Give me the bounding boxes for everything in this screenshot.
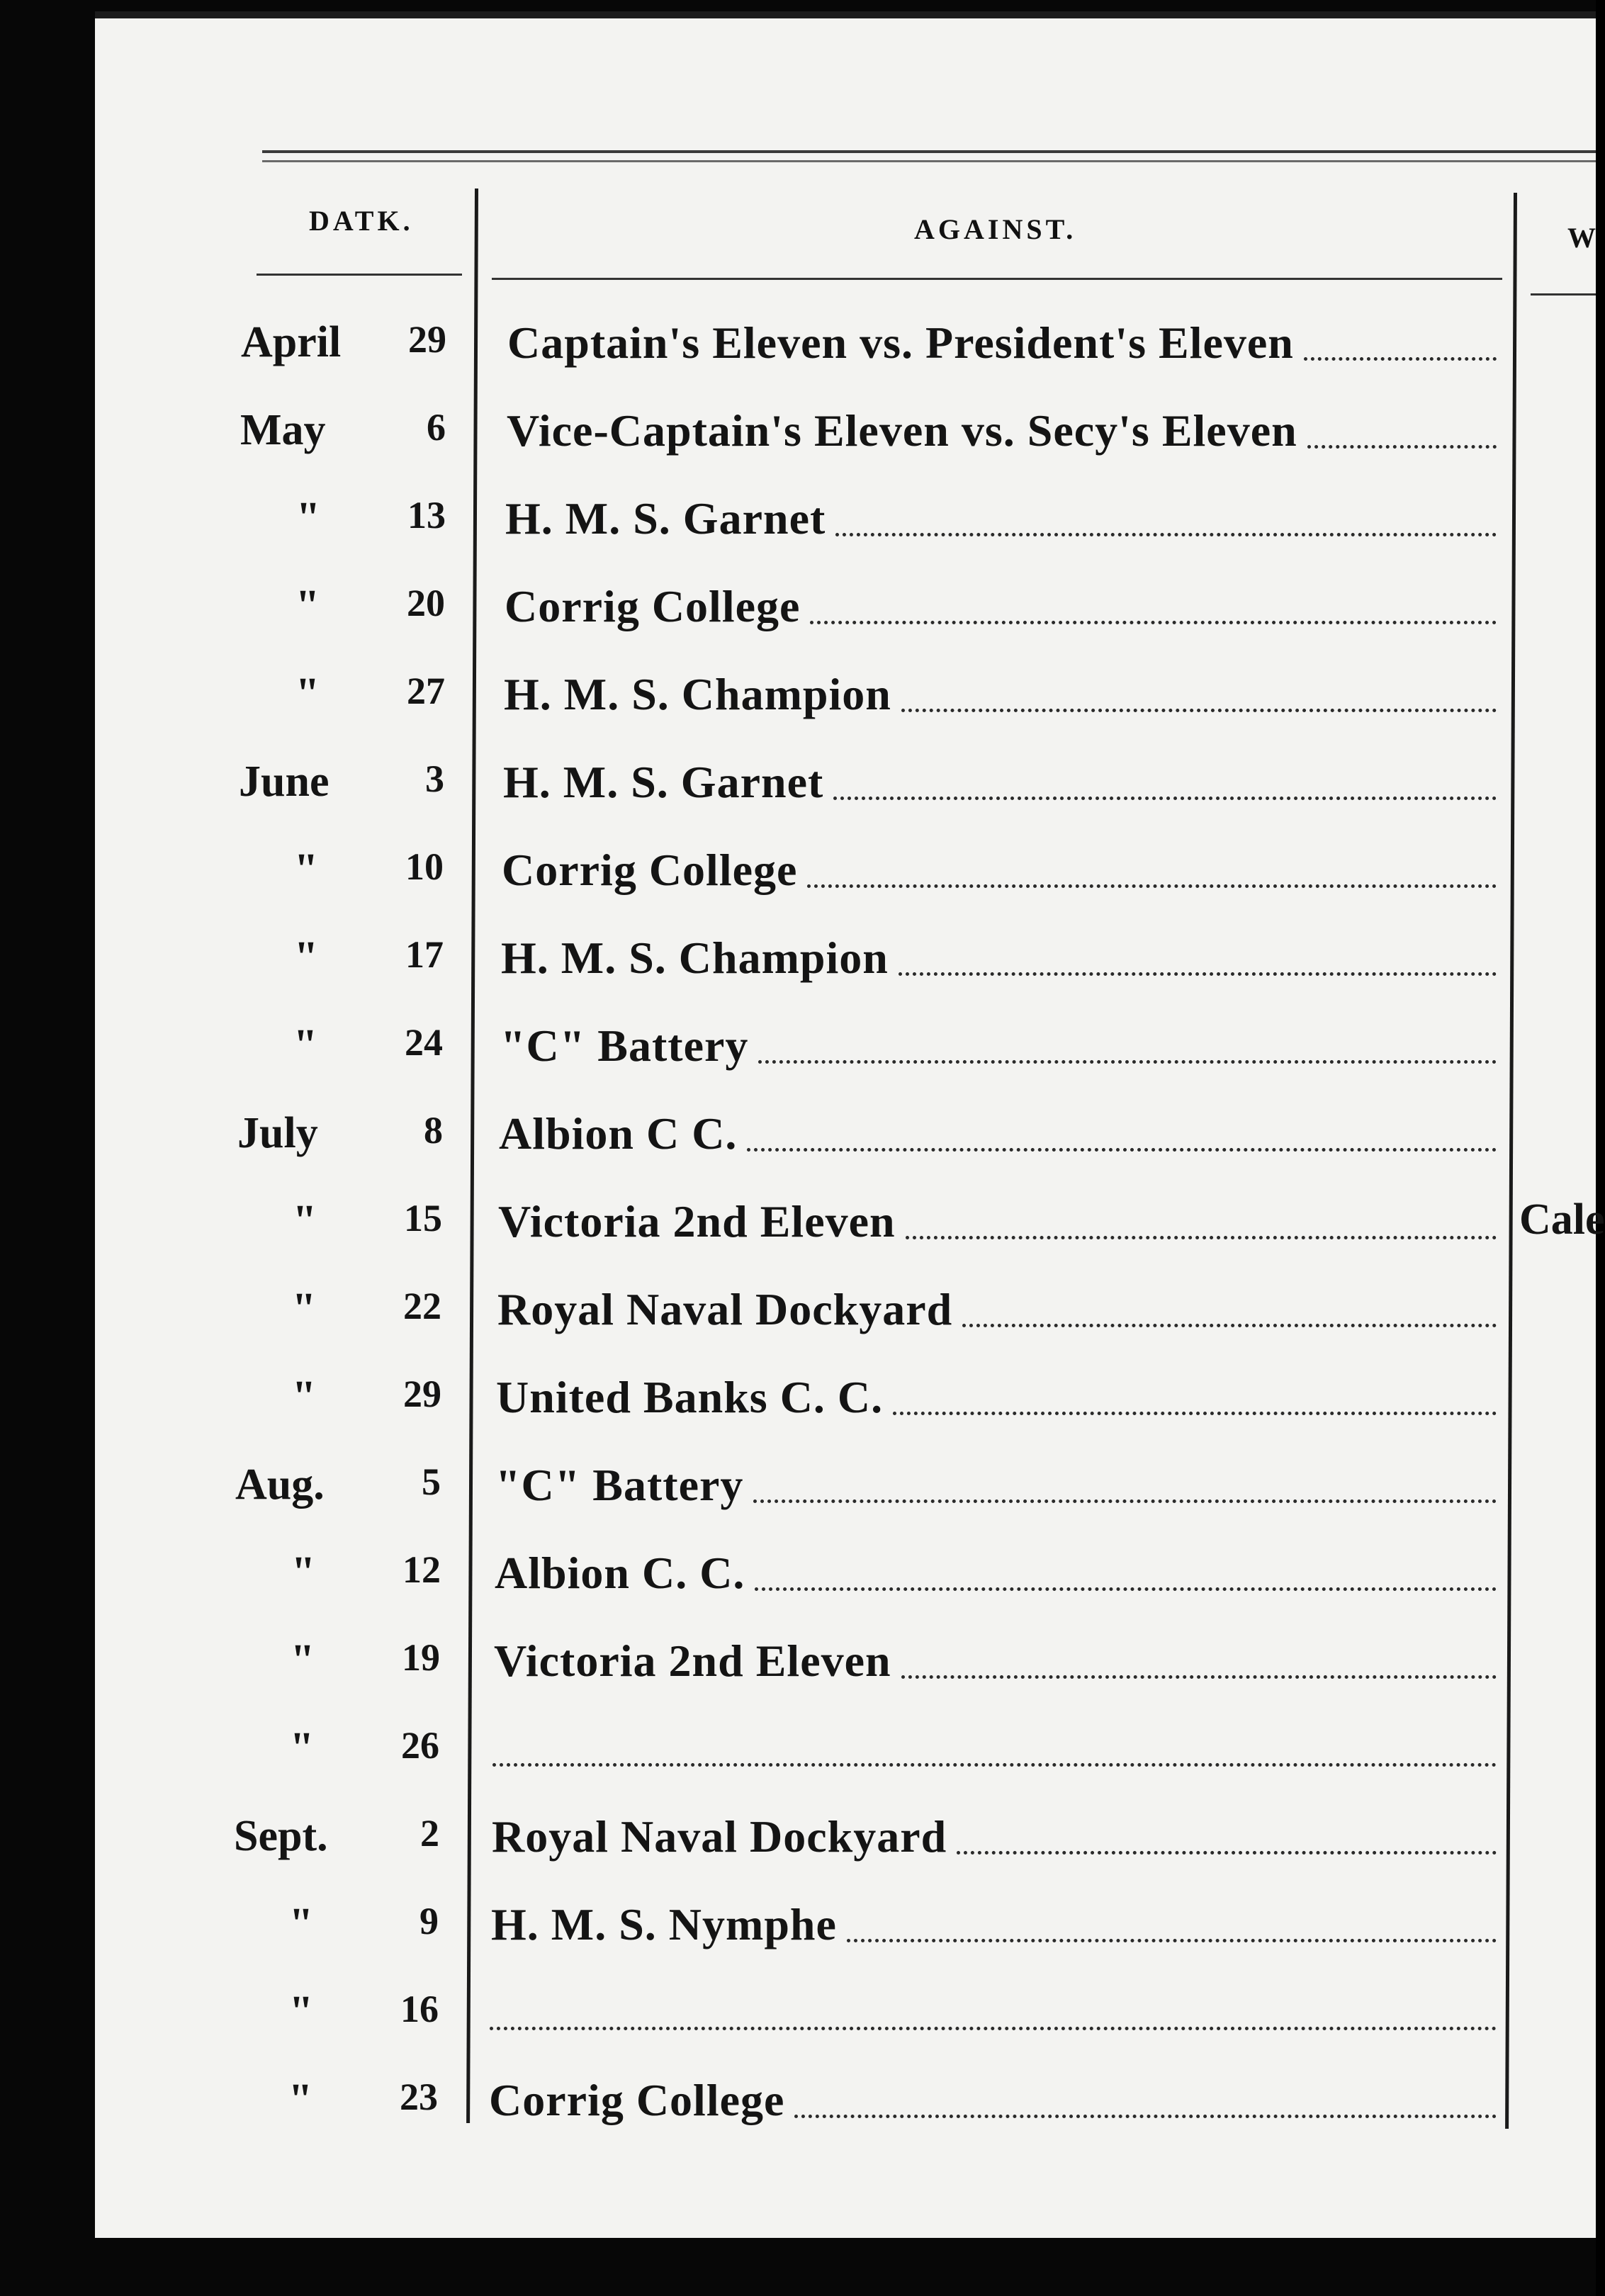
- dotted-leader: [1304, 357, 1497, 361]
- date-month: ": [293, 1021, 318, 1069]
- date-day: 12: [402, 1548, 441, 1591]
- opponent-name: Royal Naval Dockyard: [492, 1811, 947, 1862]
- dotted-leader: [833, 797, 1497, 800]
- opponent-name: "C" Battery: [500, 1020, 749, 1071]
- table-row: [0, 1108, 1596, 1199]
- date-day: 13: [407, 494, 446, 536]
- dotted-leader: [899, 972, 1497, 976]
- table-row: [0, 1811, 1596, 1902]
- date-month: ": [293, 845, 319, 894]
- opponent-name: Corrig College: [502, 845, 798, 895]
- date-day: 20: [407, 582, 445, 624]
- dotted-leader: [810, 621, 1497, 624]
- dotted-leader: [835, 533, 1497, 536]
- date-day: 23: [400, 2076, 438, 2118]
- date-day: 17: [405, 933, 444, 976]
- opponent-name: H. M. S. Garnet: [505, 493, 826, 544]
- date-month: ": [291, 1373, 317, 1421]
- date-day: 5: [422, 1461, 441, 1503]
- dotted-leader: [492, 1763, 1497, 1767]
- date-month: ": [291, 1548, 316, 1597]
- table-row: [0, 1284, 1596, 1375]
- against-header-rule: [492, 278, 1502, 280]
- date-day: 29: [403, 1373, 441, 1415]
- date-month: June: [239, 758, 330, 806]
- top-double-rule: [262, 150, 1596, 162]
- date-month: ": [289, 1724, 315, 1772]
- opponent-name: United Banks C. C.: [496, 1372, 884, 1422]
- dotted-leader: [893, 1412, 1497, 1415]
- date-month: ": [288, 1900, 314, 1948]
- table-row: [0, 757, 1596, 848]
- dotted-leader: [847, 1939, 1497, 1942]
- dotted-leader: [794, 2115, 1497, 2118]
- table-row: [0, 2075, 1596, 2166]
- table-row: [0, 405, 1596, 496]
- dotted-leader: [901, 709, 1497, 712]
- date-day: 29: [408, 318, 446, 361]
- date-day: 8: [424, 1109, 443, 1152]
- opponent-name: H. M. S. Champion: [504, 669, 891, 719]
- date-month: April: [241, 318, 342, 366]
- opponent-name: Corrig College: [505, 581, 801, 631]
- date-day: 3: [425, 758, 444, 800]
- date-day: 24: [405, 1021, 443, 1064]
- dotted-leader: [807, 884, 1497, 888]
- won-header-rule: [1531, 293, 1596, 296]
- opponent-name: "C" Battery: [495, 1460, 744, 1510]
- dotted-leader: [962, 1324, 1497, 1327]
- date-month: ": [295, 494, 321, 542]
- dotted-leader: [753, 1499, 1497, 1503]
- opponent-name: Vice-Captain's Eleven vs. Secy's Eleven: [507, 405, 1297, 456]
- table-row: [0, 1899, 1596, 1990]
- won-cell: Cale: [1519, 1195, 1605, 1244]
- dotted-leader: [747, 1148, 1497, 1152]
- opponent-name: H. M. S. Champion: [501, 933, 889, 983]
- table-row: [0, 1548, 1596, 1638]
- against-column-header: AGAINST.: [914, 213, 1077, 245]
- dotted-leader: [901, 1675, 1497, 1679]
- opponent-name: Victoria 2nd Eleven: [498, 1196, 896, 1247]
- date-column-header: DATK.: [309, 205, 414, 237]
- opponent-name: Captain's Eleven vs. President's Eleven: [507, 317, 1294, 368]
- opponent-name: H. M. S. Garnet: [503, 757, 824, 807]
- opponent-name: Albion C. C.: [495, 1548, 745, 1598]
- date-month: ": [288, 2076, 313, 2124]
- date-day: 2: [420, 1812, 439, 1855]
- table-row: [0, 935, 1596, 1023]
- dotted-leader: [906, 1236, 1497, 1239]
- table-row: [0, 845, 1596, 935]
- table-row: [0, 493, 1596, 584]
- opponent-name: Victoria 2nd Eleven: [494, 1636, 891, 1686]
- date-month: ": [288, 1988, 314, 2036]
- date-header-rule: [257, 274, 462, 276]
- table-row: [0, 1460, 1596, 1551]
- date-month: July: [237, 1109, 318, 1157]
- table-row: [0, 581, 1596, 672]
- dotted-leader: [957, 1851, 1497, 1855]
- date-day: 6: [427, 406, 446, 449]
- date-month: ": [293, 933, 319, 981]
- dotted-leader: [1307, 445, 1497, 449]
- opponent-name: Corrig College: [489, 2075, 785, 2125]
- date-day: 10: [405, 845, 444, 888]
- table-row: [0, 669, 1596, 760]
- opponent-name: Albion C C.: [499, 1108, 738, 1159]
- date-day: 22: [403, 1285, 441, 1327]
- won-column-header: W: [1567, 222, 1596, 254]
- date-month: ": [295, 670, 320, 718]
- dotted-leader: [755, 1587, 1497, 1591]
- dotted-leader: [758, 1060, 1497, 1064]
- date-day: 16: [400, 1988, 439, 2030]
- opponent-name: Royal Naval Dockyard: [497, 1284, 953, 1334]
- date-month: ": [295, 582, 320, 630]
- opponent-name: H. M. S. Nymphe: [491, 1899, 837, 1949]
- table-row: [0, 1638, 1596, 1726]
- table-row: [0, 1195, 1605, 1287]
- dotted-leader: [490, 2027, 1497, 2030]
- table-row: [0, 1726, 1596, 1814]
- date-month: ": [292, 1197, 317, 1245]
- date-month: ": [290, 1636, 315, 1684]
- table-row: [0, 1020, 1596, 1111]
- date-month: May: [240, 406, 326, 454]
- date-day: 27: [407, 670, 445, 712]
- table-row: [0, 1990, 1596, 2078]
- date-month: ": [291, 1285, 317, 1333]
- date-day: 26: [401, 1724, 439, 1767]
- date-month: Aug.: [235, 1461, 325, 1509]
- date-day: 15: [404, 1197, 442, 1239]
- table-row: [0, 1372, 1596, 1463]
- date-day: 9: [419, 1900, 439, 1942]
- date-day: 19: [402, 1636, 440, 1679]
- date-month: Sept.: [234, 1812, 328, 1860]
- table-row: [0, 317, 1596, 408]
